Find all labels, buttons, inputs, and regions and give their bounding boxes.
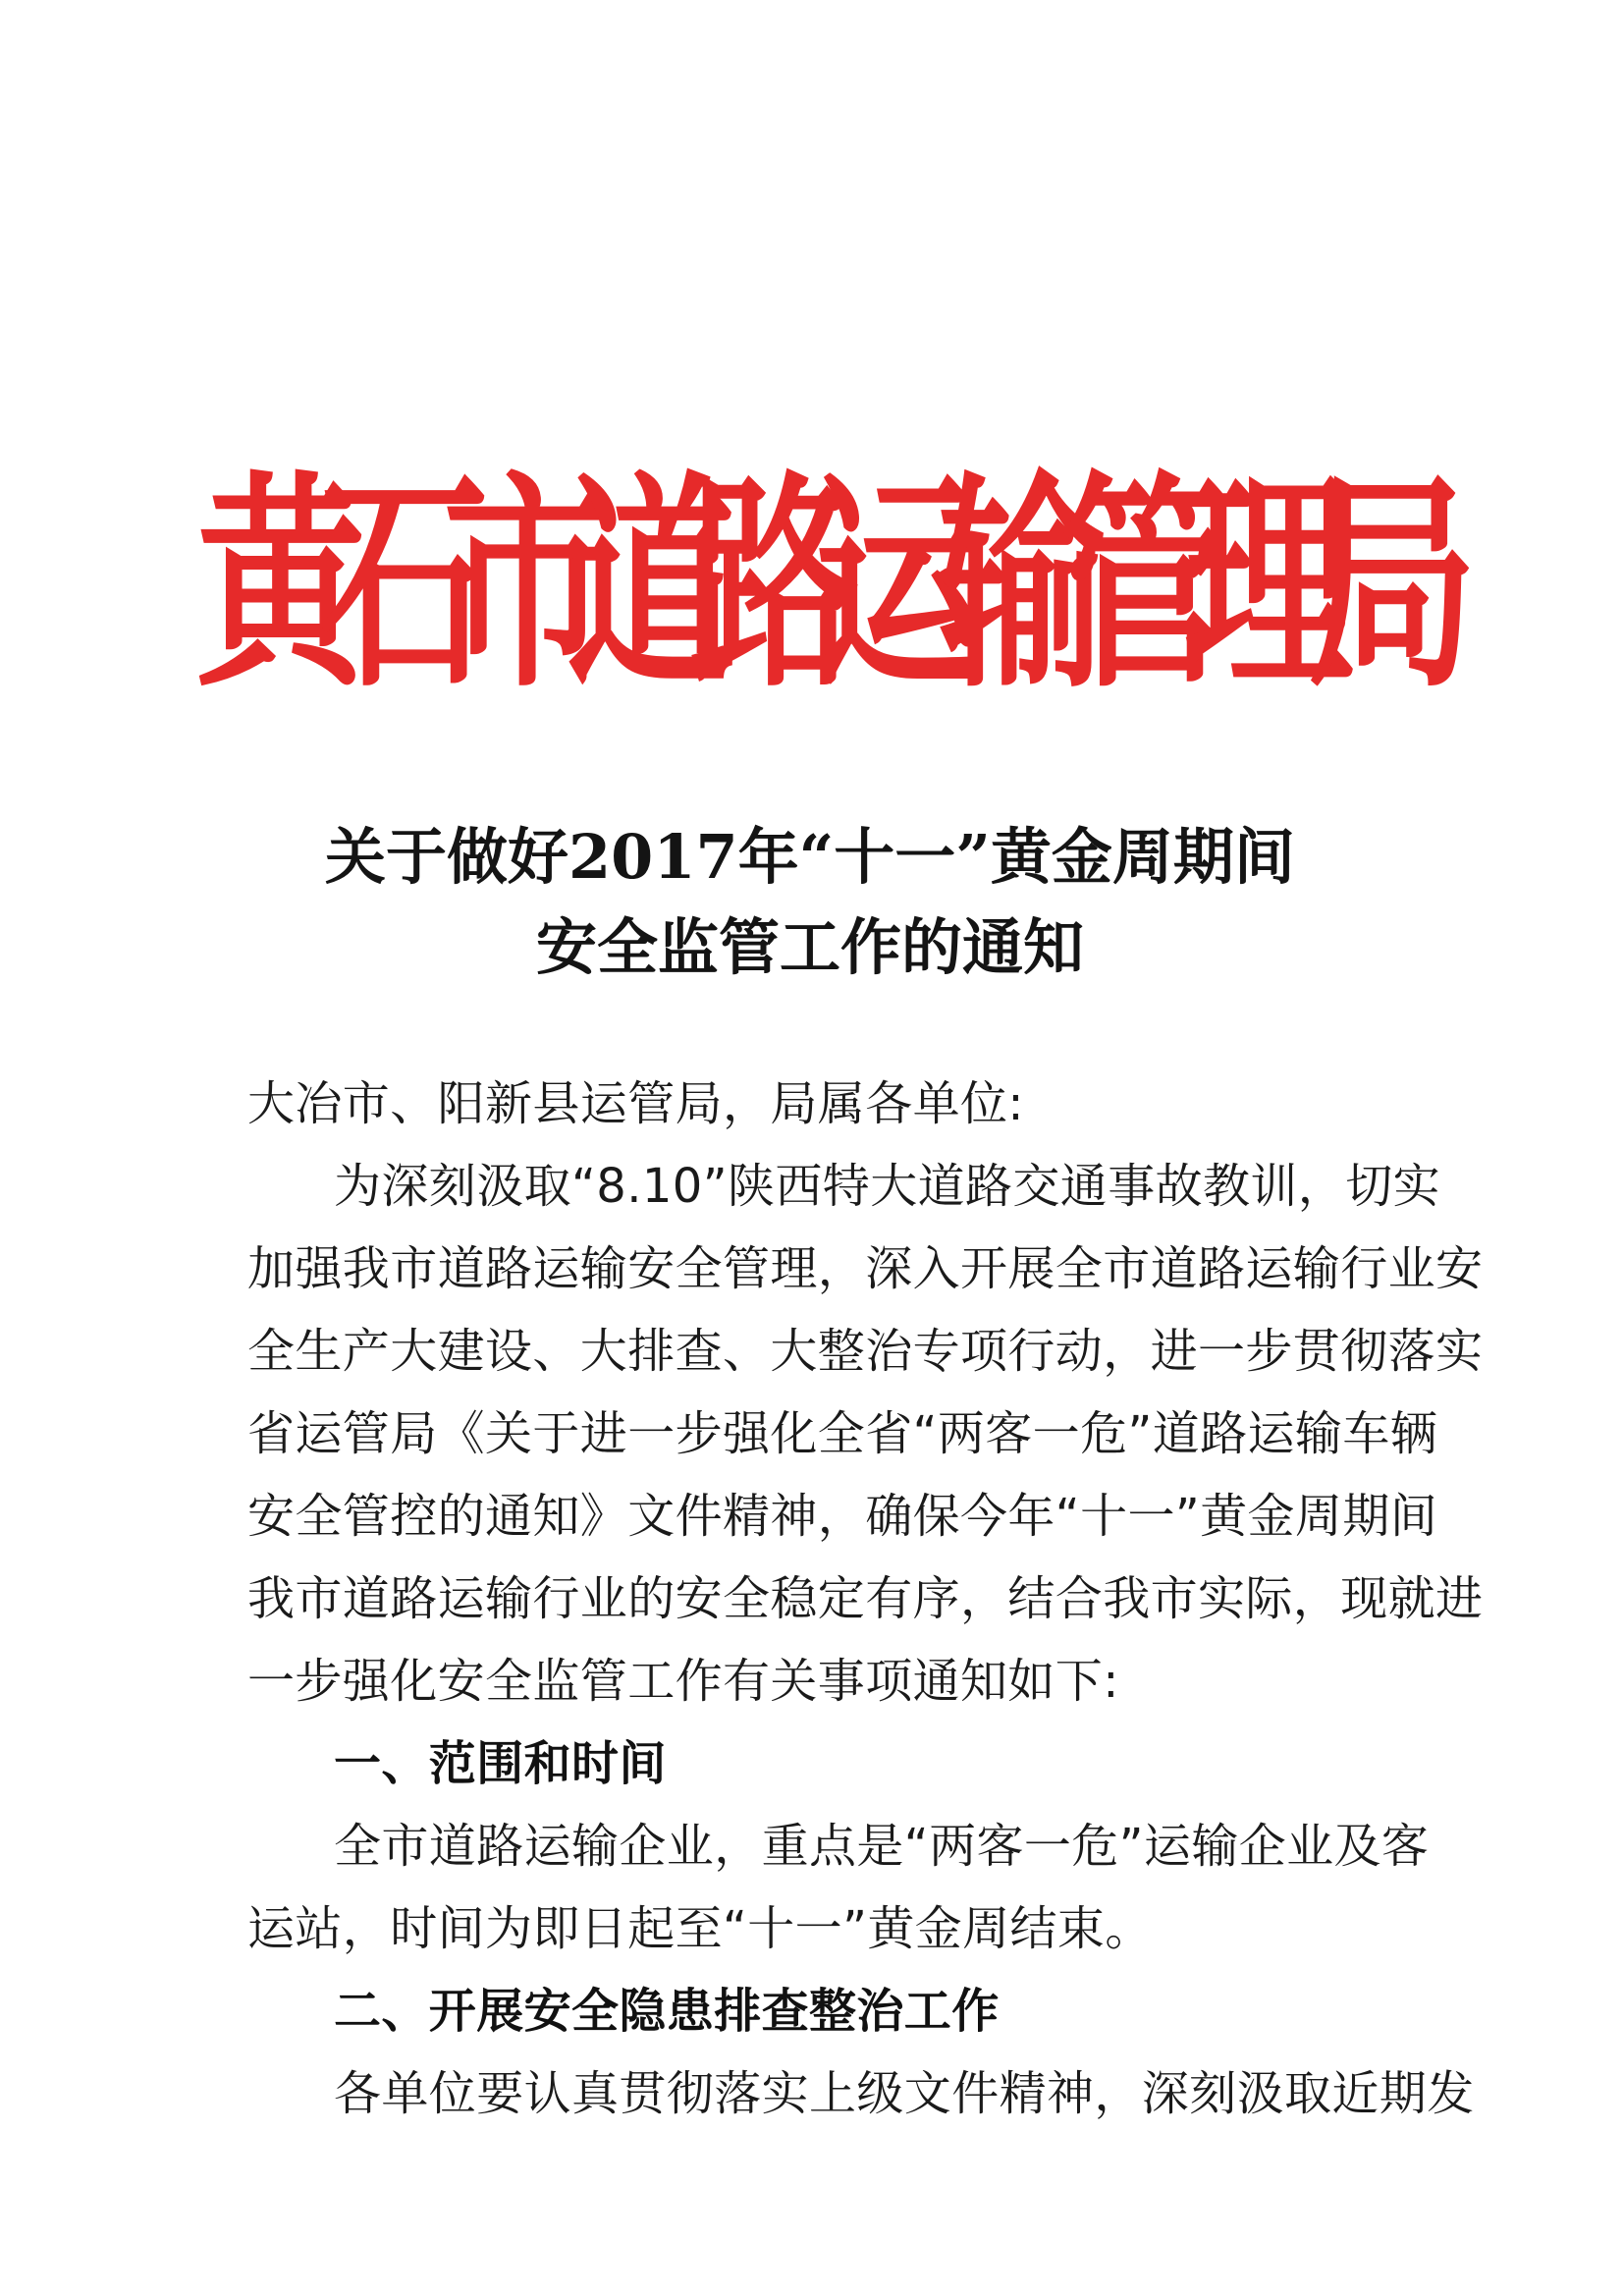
- paragraph-line: 全生产大建设、大排查、大整治专项行动，进一步贯彻落实: [247, 1324, 1484, 1379]
- section-heading-hazard-inspection: 二、开展安全隐患排查整治工作: [334, 1984, 1000, 2039]
- masthead-char: 局: [1307, 449, 1477, 719]
- paragraph-line: 全市道路运输企业，重点是“两客一危”运输企业及客: [334, 1819, 1430, 1874]
- paragraph-line: 安全管控的通知》文件精神，确保今年“十一”黄金周期间: [247, 1489, 1438, 1544]
- paragraph-line: 我市道路运输行业的安全稳定有序，结合我市实际，现就进: [247, 1571, 1484, 1626]
- section-heading-scope-and-time: 一、范围和时间: [334, 1736, 667, 1791]
- document-title-line-2: 安全监管工作的通知: [535, 911, 1084, 983]
- masthead-red-header: [196, 449, 1477, 719]
- paragraph-line: 各单位要认真贯彻落实上级文件精神，深刻汲取近期发: [334, 2066, 1475, 2121]
- masthead-char: 输: [937, 449, 1107, 719]
- paragraph-line: 运站，时间为即日起至“十一”黄金周结束。: [247, 1901, 1153, 1956]
- addressee-line: 大冶市、阳新县运管局，局属各单位:: [247, 1076, 1024, 1131]
- masthead-char: 管: [1060, 449, 1230, 719]
- masthead-char: 石: [319, 449, 489, 719]
- paragraph-line: 加强我市道路运输安全管理，深入开展全市道路运输行业安: [247, 1241, 1484, 1296]
- masthead-char: 理: [1184, 449, 1354, 719]
- paragraph-line: 为深刻汲取“8.10”陕西特大道路交通事故教训，切实: [334, 1159, 1441, 1214]
- paragraph-line: 一步强化安全监管工作有关事项通知如下:: [247, 1654, 1119, 1709]
- masthead-char: 市: [443, 449, 613, 719]
- masthead-char: 路: [690, 449, 860, 719]
- document-title-line-1: 关于做好2017年“十一”黄金周期间: [325, 821, 1295, 893]
- masthead-char: 运: [813, 449, 983, 719]
- masthead-char: 道: [567, 449, 736, 719]
- paragraph-line: 省运管局《关于进一步强化全省“两客一危”道路运输车辆: [247, 1406, 1438, 1461]
- masthead-char: 黄: [196, 449, 365, 719]
